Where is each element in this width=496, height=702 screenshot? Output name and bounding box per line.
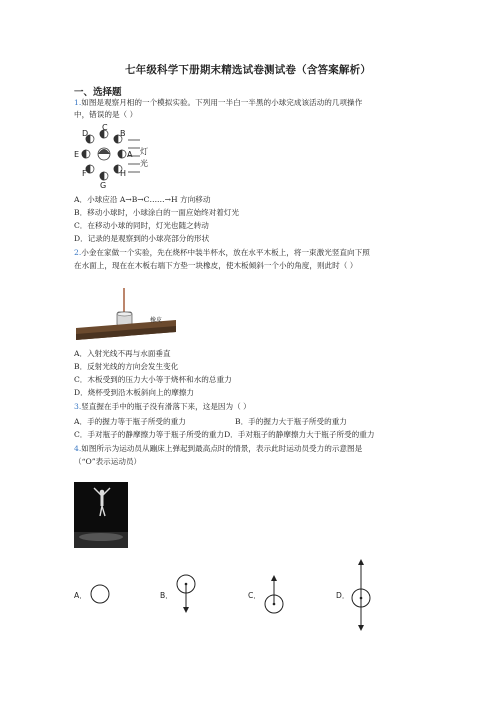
- q2-number: 2.: [74, 248, 82, 257]
- q2-line1: [74, 248, 370, 258]
- q3-number: 3.: [74, 402, 82, 411]
- q2-option-d: D．烧杯受到沿木板斜向上的摩擦力: [74, 388, 194, 397]
- label-D: D: [82, 129, 89, 138]
- q4-option-d-label: D．: [336, 591, 350, 600]
- moon-phase-figure: [74, 124, 154, 190]
- label-lamp: 灯: [140, 147, 148, 156]
- q1-option-a: A．小球应沿 A→B→C……→H 方向移动: [74, 195, 211, 204]
- label-C: C: [102, 123, 108, 132]
- label-A: A: [127, 150, 133, 159]
- q3-option-b: B．手的握力大于瓶子所受的重力: [235, 417, 347, 426]
- q1-option-b: B．移动小球时，小球涂白的一面应始终对着灯光: [74, 208, 240, 217]
- label-F: F: [82, 169, 87, 178]
- q2-option-b: B．反射光线的方向会发生变化: [74, 362, 179, 371]
- q3-option-a: A．手的握力等于瓶子所受的重力: [74, 417, 186, 426]
- trampoline-photo: [74, 482, 128, 548]
- force-diagram-b: [175, 574, 197, 614]
- force-diagram-c: [263, 574, 285, 614]
- q2-option-c: C．木板受到的压力大小等于烧杯和水的总重力: [74, 375, 232, 384]
- q1-stem-1: 如图是观察月相的一个模拟实验。下列用一半白一半黑的小球完成该活动的几项操作: [81, 98, 363, 107]
- label-light: 光: [140, 159, 148, 168]
- force-diagram-d: [350, 558, 372, 632]
- label-H: H: [120, 169, 127, 178]
- q4-option-c-label: C．: [248, 591, 261, 600]
- q1-number: 1.: [74, 98, 82, 107]
- q3-option-d: D．手对瓶子的静摩擦力大于瓶子所受的重力: [224, 430, 375, 439]
- beaker-figure: [76, 288, 176, 340]
- q2-stem-1: 小金在家做一个实验，先在烧杯中装半杯水，放在水平木板上，将一束激光竖直向下照: [81, 248, 370, 257]
- q4-stem-2: （“O”表示运动员）: [74, 457, 142, 466]
- q1-option-c: C．在移动小球的同时，灯光也随之转动: [74, 221, 209, 230]
- q3-option-cd: [74, 430, 374, 440]
- q4-stem-1: 如图所示为运动员从蹦床上弹起到最高点时的情景，表示此时运动员受力的示意图是: [81, 444, 363, 453]
- label-B: B: [120, 129, 126, 138]
- q4-number: 4.: [74, 444, 82, 453]
- q2-option-a: A．入射光线不再与水面垂直: [74, 349, 171, 358]
- force-diagram-a: [90, 583, 112, 605]
- q3-line1: [74, 402, 251, 412]
- rubber-label: 橡皮: [150, 317, 163, 324]
- q1-option-d: D．记录的是观察到的小球亮部分的形状: [74, 234, 210, 243]
- q3-option-c: C．手对瓶子的静摩擦力等于瓶子所受的重力: [74, 430, 225, 439]
- q1-stem-2: 中，错误的是（ ）: [74, 110, 138, 119]
- page-title: 七年级科学下册期末精选试卷测试卷（含答案解析）: [124, 64, 372, 76]
- q3-stem: 竖直握在手中的瓶子没有滑落下来，这是因为（ ）: [81, 402, 251, 411]
- q4-option-b-label: B．: [160, 591, 173, 600]
- q2-stem-2: 在水面上，现在在木板右端下方垫一块橡皮，使木板倾斜一个小的角度，则此时（ ）: [74, 261, 358, 270]
- label-E: E: [74, 150, 80, 159]
- q1-line1: [74, 98, 362, 108]
- label-G: G: [100, 181, 107, 190]
- q4-option-a-label: A．: [74, 591, 87, 600]
- section-heading: 一、选择题: [74, 87, 122, 98]
- q4-line1: [74, 444, 362, 454]
